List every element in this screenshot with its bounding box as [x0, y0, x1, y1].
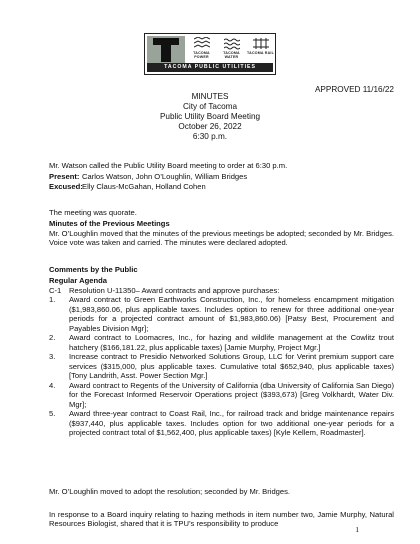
power-division: [187, 36, 216, 64]
header-city: City of Tacoma: [183, 102, 237, 111]
c1-label: C-1: [49, 285, 62, 295]
attendance: [49, 172, 394, 191]
quorum-statement: The meeting was quorate.: [49, 207, 137, 217]
inquiry-text: In response to a Board inquiry relating to hazing methods in item number two, Jamie Murphy, Natural Resources Biologist, shared that it is TPU’s responsibility to produce: [49, 509, 394, 529]
header-meeting: Public Utility Board Meeting: [159, 112, 261, 121]
present-row: [49, 172, 394, 182]
list-item: 1. Award contract to Green Earthworks Construction, Inc., for homeless encampment mitigation ($1,983,860.06, plus applicable taxes. Includes option to renew for three additional one-year periods for a projected contract amount of $1,983,860.06) [Patsy Best, Procurement and Payables Division Mgr];: [49, 295, 394, 333]
present-names: Carlos Watson, John O’Loughlin, William Bridges: [82, 172, 248, 181]
adopt-motion: Mr. O’Loughlin moved to adopt the resolution; seconded by Mr. Bridges.: [49, 486, 291, 496]
list-item: 5. Award three-year contract to Coast Rail, Inc., for railroad track and bridge maintenance repairs ($937,440, plus applicable taxes. Includes option for two additional one-year periods for a projected contract total of $1,562,400, plus applicable taxes) [Kyle Kellem, Roadmaster].: [49, 409, 394, 437]
agenda-heading: Regular Agenda: [49, 276, 107, 285]
water-label: TACOMA WATER: [223, 51, 240, 59]
minutes-heading: Minutes of the Previous Meetings: [49, 219, 170, 228]
c1-row: [49, 286, 394, 296]
power-label: TACOMA POWER: [193, 51, 210, 59]
regular-agenda: [49, 276, 394, 438]
excused-names: Elly Claus-McGahan, Holland Cohen: [82, 181, 206, 191]
list-item: 2. Award contract to Loomacres, Inc., for hazing and wildlife management at the Cowlitz trout hatchery ($166,181.22, plus applicable taxes) [Jamie Murphy, Project Mgr.]: [49, 333, 394, 352]
list-item: 4. Award contract to Regents of the University of California (dba University of California San Diego) for the Forecast Informed Reservoir Operations project ($393,673) [Greg Volkhardt, Water Div. Mgr];: [49, 380, 394, 409]
comments-heading: Comments by the Public: [49, 264, 138, 274]
excused-row: [49, 182, 394, 192]
header-date: October 26, 2022: [178, 122, 242, 131]
water-division: [217, 36, 246, 64]
tacoma-public-utilities-logo: [144, 33, 276, 75]
rail-track-icon: [246, 36, 275, 51]
list-item: 3. Increase contract to Presidio Networked Solutions Group, LLC for Verint premium support care services ($315,000, plus applicable taxes. Cumulative total $652,940, plus applicable taxes) [Tony Landrith, Asst. Power Section Mgr.]: [49, 352, 394, 380]
approval-stamp: APPROVED 11/16/22: [314, 85, 394, 94]
minutes-text: Mr. O’Loughlin moved that the minutes of the previous meetings be adopted; seconded by Mr. Bridges. Voice vote was taken and carried. The minutes were declared adopted.: [49, 228, 394, 247]
rail-division: [246, 36, 275, 64]
header-title: MINUTES: [191, 92, 229, 101]
header-time: 6:30 p.m.: [192, 132, 228, 141]
tacoma-t-logo-icon: [147, 36, 185, 64]
excused-label: Excused:: [49, 181, 83, 191]
minutes-section: [49, 219, 394, 248]
present-label: Present:: [49, 172, 80, 181]
water-wave-icon: [217, 36, 246, 51]
call-to-order: Mr. Watson called the Public Utility Board meeting to order at 6:30 p.m.: [49, 160, 288, 170]
c1-text: Resolution U-11350– Award contracts and approve purchases:: [69, 285, 280, 295]
document-header: [0, 92, 420, 142]
logo-banner: TACOMA PUBLIC UTILITIES: [147, 63, 273, 72]
power-zigzag-icon: [187, 36, 216, 51]
page-number: 1: [355, 525, 359, 534]
rail-label: TACOMA RAIL: [247, 51, 274, 55]
